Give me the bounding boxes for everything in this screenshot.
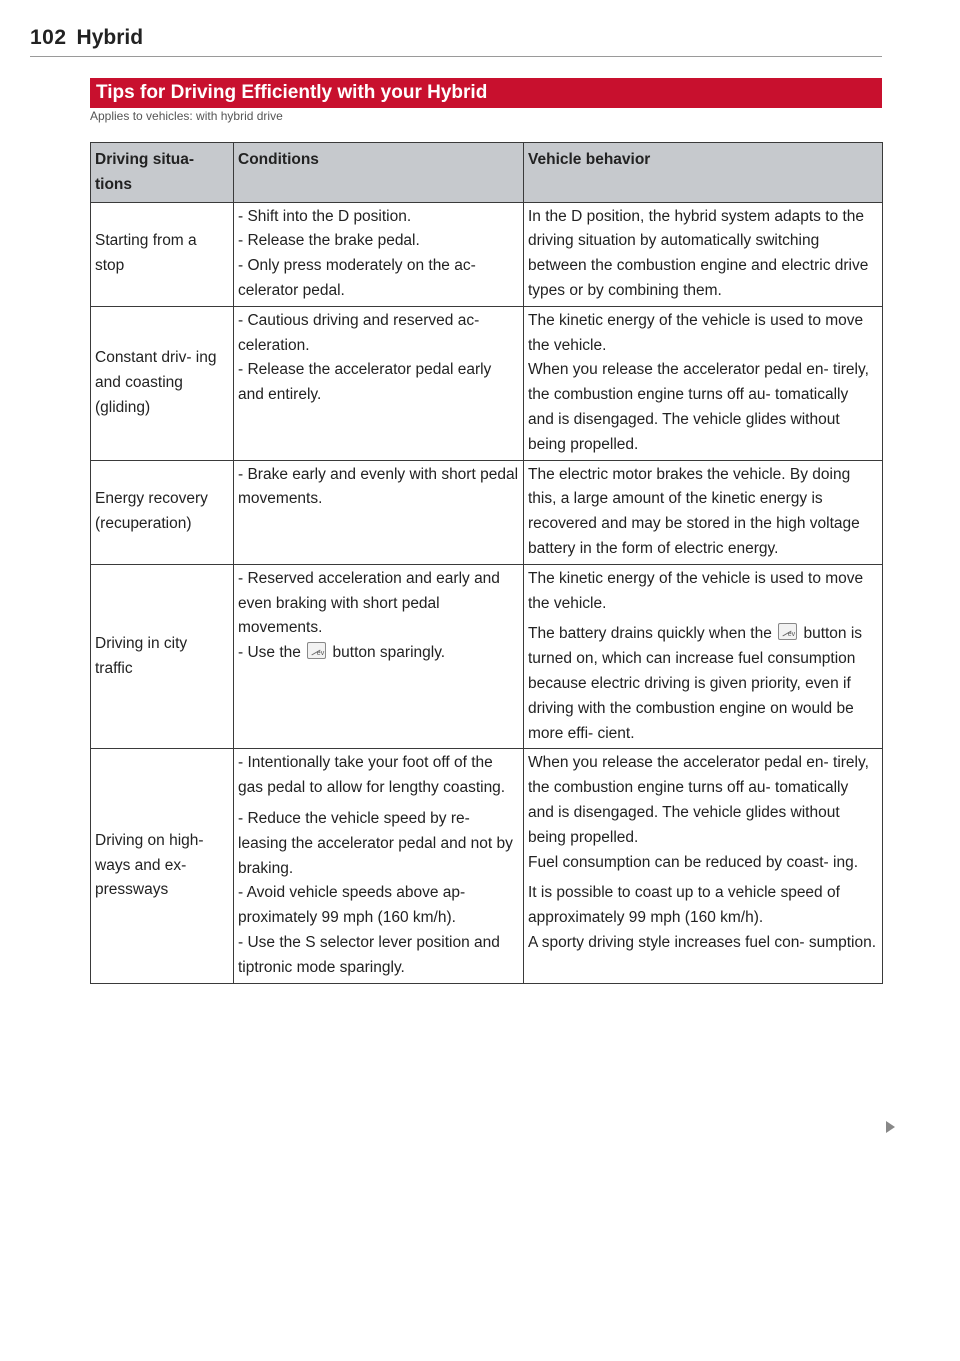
behavior-cell	[524, 460, 883, 564]
condition-item: - Only press moderately on the ac- celerator pedal.	[238, 257, 476, 299]
continue-arrow-icon	[886, 1121, 895, 1133]
behavior-item	[528, 622, 878, 746]
behavior-cell	[524, 306, 883, 460]
conditions-cell	[234, 749, 524, 983]
condition-item: - Reduce the vehicle speed by re- leasing the accelerator pedal and not by braking.	[238, 809, 513, 877]
table-row	[91, 460, 883, 564]
page-header	[30, 26, 143, 50]
condition-item: - Shift into the D position.	[238, 207, 412, 225]
applies-note: Applies to vehicles: with hybrid drive	[90, 109, 283, 123]
condition-item: - Use the S selector lever position and tiptronic mode sparingly.	[238, 933, 500, 976]
condition-item: - Release the brake pedal.	[238, 232, 420, 250]
header-divider	[30, 56, 882, 57]
chapter-title: Hybrid	[76, 26, 144, 49]
behavior-item: In the D position, the hybrid system adapts to the driving situation by automatically switching between the combustion engine and electric drive types or by combining them.	[528, 207, 869, 299]
driving-tips-table	[90, 142, 883, 984]
table-header-row	[91, 143, 883, 203]
ev-button-icon	[778, 623, 797, 640]
condition-text: - Use the	[238, 644, 301, 662]
situation-cell: Starting from a stop	[91, 202, 234, 306]
page-number: 102	[30, 26, 67, 49]
condition-item	[238, 641, 519, 666]
conditions-cell	[234, 202, 524, 306]
condition-item: - Brake early and evenly with short pedal movements.	[238, 465, 519, 508]
condition-text: button sparingly.	[332, 644, 446, 662]
column-header-situations: Driving situa- tions	[91, 143, 234, 203]
situation-cell: Driving on high- ways and ex- pressways	[91, 749, 234, 983]
behavior-cell	[524, 564, 883, 749]
table-row	[91, 564, 883, 749]
section-banner: Tips for Driving Efficiently with your Hybrid	[90, 78, 882, 108]
table-row	[91, 306, 883, 460]
behavior-item: Fuel consumption can be reduced by coast- ing.	[528, 853, 858, 871]
behavior-text: The battery drains quickly when the	[528, 625, 772, 643]
behavior-item: The electric motor brakes the vehicle. By doing this, a large amount of the kinetic energy is recovered and may be stored in the high voltage battery in the form of electric energy.	[528, 465, 860, 557]
conditions-cell	[234, 306, 524, 460]
condition-item: - Release the accelerator pedal early and entirely.	[238, 361, 492, 404]
condition-item: - Avoid vehicle speeds above ap- proximately 99 mph (160 km/h).	[238, 884, 466, 927]
behavior-item: The kinetic energy of the vehicle is used to move the vehicle.	[528, 569, 864, 612]
table-row	[91, 749, 883, 983]
behavior-cell	[524, 202, 883, 306]
behavior-item: A sporty driving style increases fuel con- sumption.	[528, 933, 877, 951]
behavior-text: button is turned on, which can increase fuel consumption because electric driving is given priority, even if driving with the combustion engine on would be more effi- cient.	[528, 625, 863, 742]
situation-cell: Energy recovery (recuperation)	[91, 460, 234, 564]
behavior-item: When you release the accelerator pedal en- tirely, the combustion engine turns off au- tomatically and is disengaged. The vehicle glides without being propelled.	[528, 361, 869, 453]
conditions-cell	[234, 564, 524, 749]
situation-cell: Constant driv- ing and coasting (gliding)	[91, 306, 234, 460]
condition-item: - Cautious driving and reserved ac- celeration.	[238, 311, 480, 354]
condition-item: - Intentionally take your foot off of the gas pedal to allow for lengthy coasting.	[238, 754, 506, 797]
situation-cell: Driving in city traffic	[91, 564, 234, 749]
column-header-conditions: Conditions	[234, 143, 524, 203]
behavior-item: When you release the accelerator pedal en- tirely, the combustion engine turns off au- tomatically and is disengaged. The vehicle glides without being propelled.	[528, 754, 869, 846]
behavior-cell	[524, 749, 883, 983]
column-header-behavior: Vehicle behavior	[524, 143, 883, 203]
condition-item: - Reserved acceleration and early and even braking with short pedal movements.	[238, 569, 500, 637]
conditions-cell	[234, 460, 524, 564]
ev-button-icon	[307, 642, 326, 659]
behavior-item: The kinetic energy of the vehicle is used to move the vehicle.	[528, 311, 864, 354]
table-row	[91, 202, 883, 306]
behavior-item: It is possible to coast up to a vehicle speed of approximately 99 mph (160 km/h).	[528, 884, 840, 927]
